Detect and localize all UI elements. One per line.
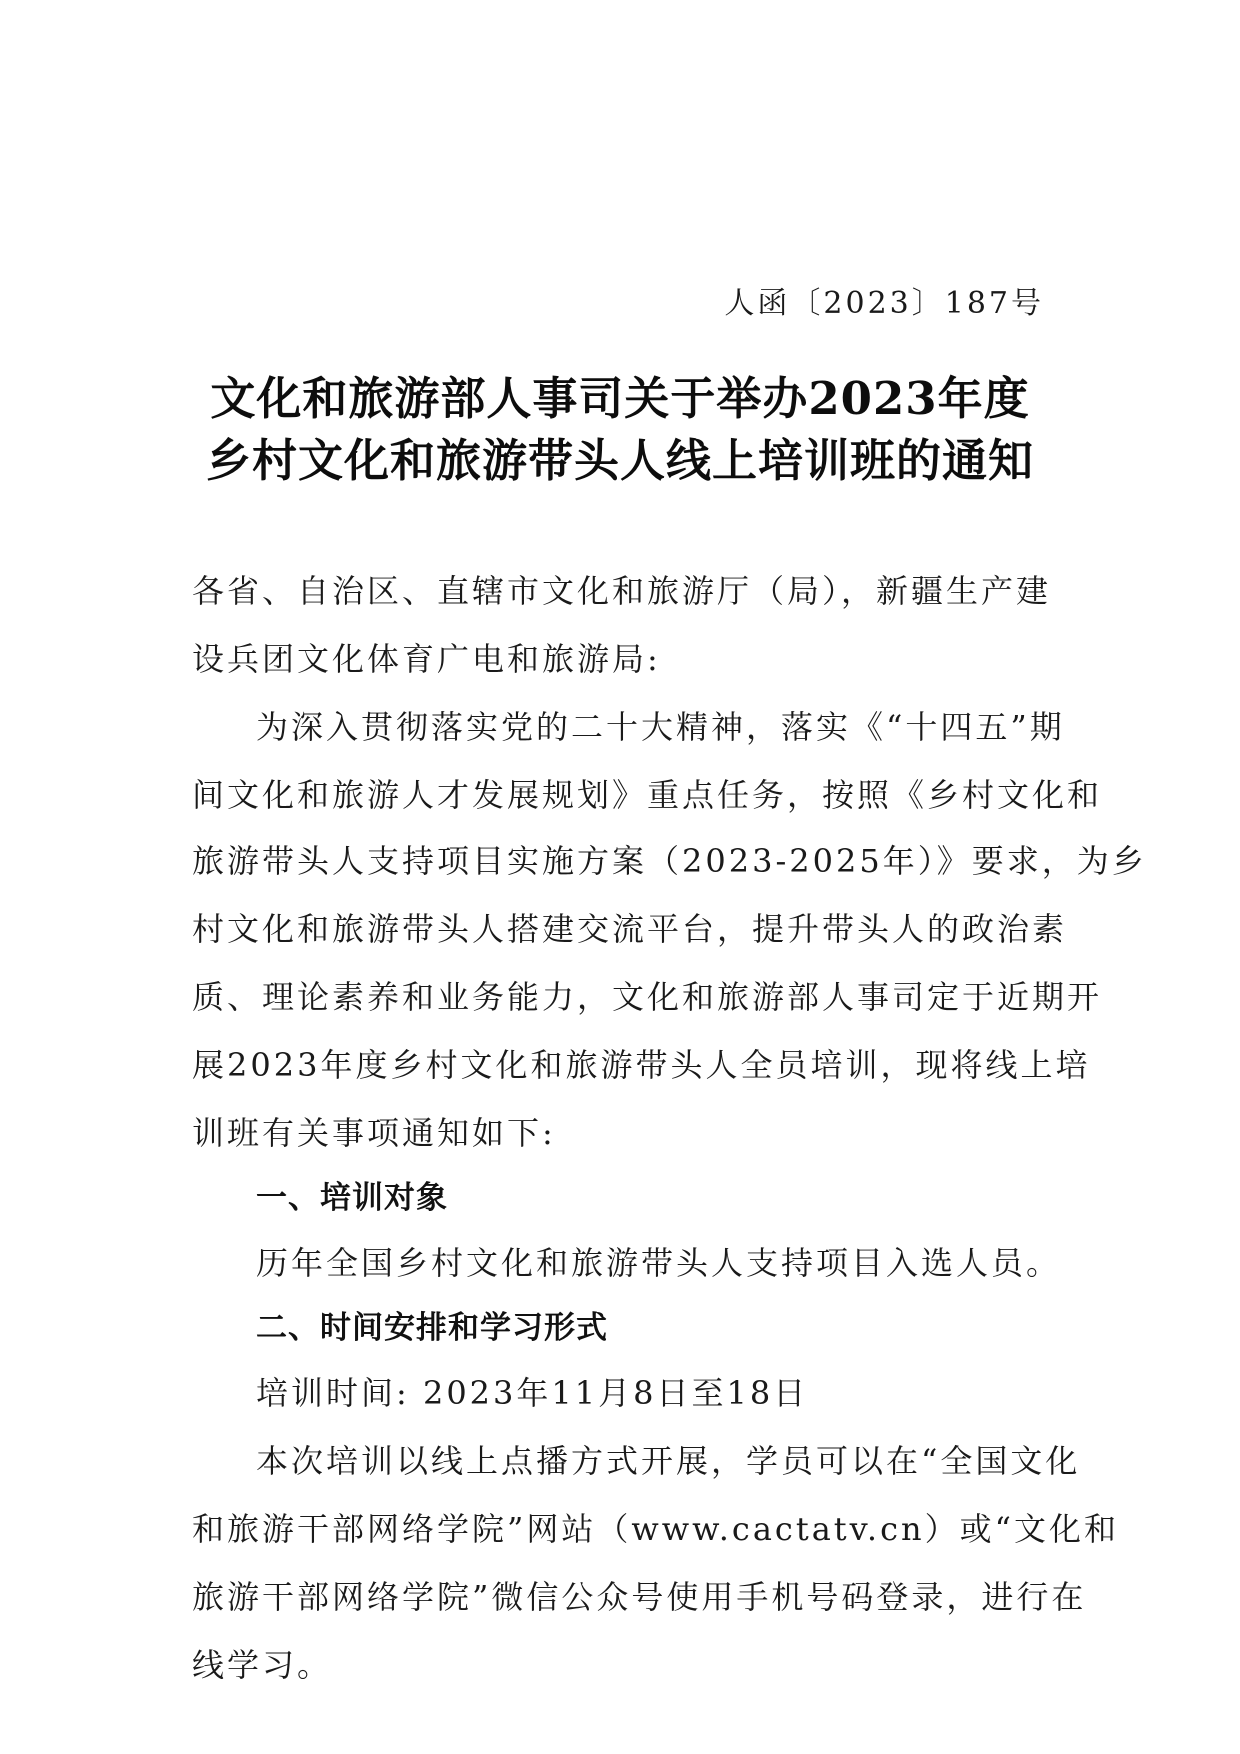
title-line-1: 文化和旅游部人事司关于举办2023年度 xyxy=(210,372,1030,425)
addressee-line-2: 设兵团文化体育广电和旅游局: xyxy=(192,640,661,678)
intro-paragraph-line: 展2023年度乡村文化和旅游带头人全员培训，现将线上培 xyxy=(192,1046,1091,1084)
section-1-line: 历年全国乡村文化和旅游带头人支持项目入选人员。 xyxy=(256,1244,1062,1282)
intro-paragraph-line: 旅游带头人支持项目实施方案（2023-2025年）》要求，为乡 xyxy=(192,842,1147,880)
document-title xyxy=(150,368,1090,492)
section-2-line: 线学习。 xyxy=(192,1646,333,1684)
intro-paragraph-line: 训班有关事项通知如下: xyxy=(192,1114,556,1152)
addressee-line-1: 各省、自治区、直辖市文化和旅游厅（局），新疆生产建 xyxy=(192,572,1052,610)
intro-paragraph-line: 间文化和旅游人才发展规划》重点任务，按照《乡村文化和 xyxy=(192,776,1103,814)
document-number: 人函〔2023〕187号 xyxy=(724,286,1044,321)
section-2-line: 本次培训以线上点播方式开展，学员可以在“全国文化 xyxy=(256,1442,1081,1480)
intro-paragraph-line: 质、理论素养和业务能力，文化和旅游部人事司定于近期开 xyxy=(192,978,1103,1016)
title-line-2: 乡村文化和旅游带头人线上培训班的通知 xyxy=(205,434,1034,487)
section-heading-schedule-format: 二、时间安排和学习形式 xyxy=(256,1310,608,1346)
section-2-line: 旅游干部网络学院”微信公众号使用手机号码登录，进行在 xyxy=(192,1578,1087,1616)
section-2-line: 培训时间: 2023年11月8日至18日 xyxy=(256,1374,809,1412)
section-heading-training-targets: 一、培训对象 xyxy=(256,1180,448,1216)
section-2-line: 和旅游干部网络学院”网站（www.cactatv.cn）或“文化和 xyxy=(192,1510,1119,1548)
intro-paragraph-line: 为深入贯彻落实党的二十大精神，落实《“十四五”期 xyxy=(256,708,1065,746)
intro-paragraph-line: 村文化和旅游带头人搭建交流平台，提升带头人的政治素 xyxy=(192,910,1068,948)
